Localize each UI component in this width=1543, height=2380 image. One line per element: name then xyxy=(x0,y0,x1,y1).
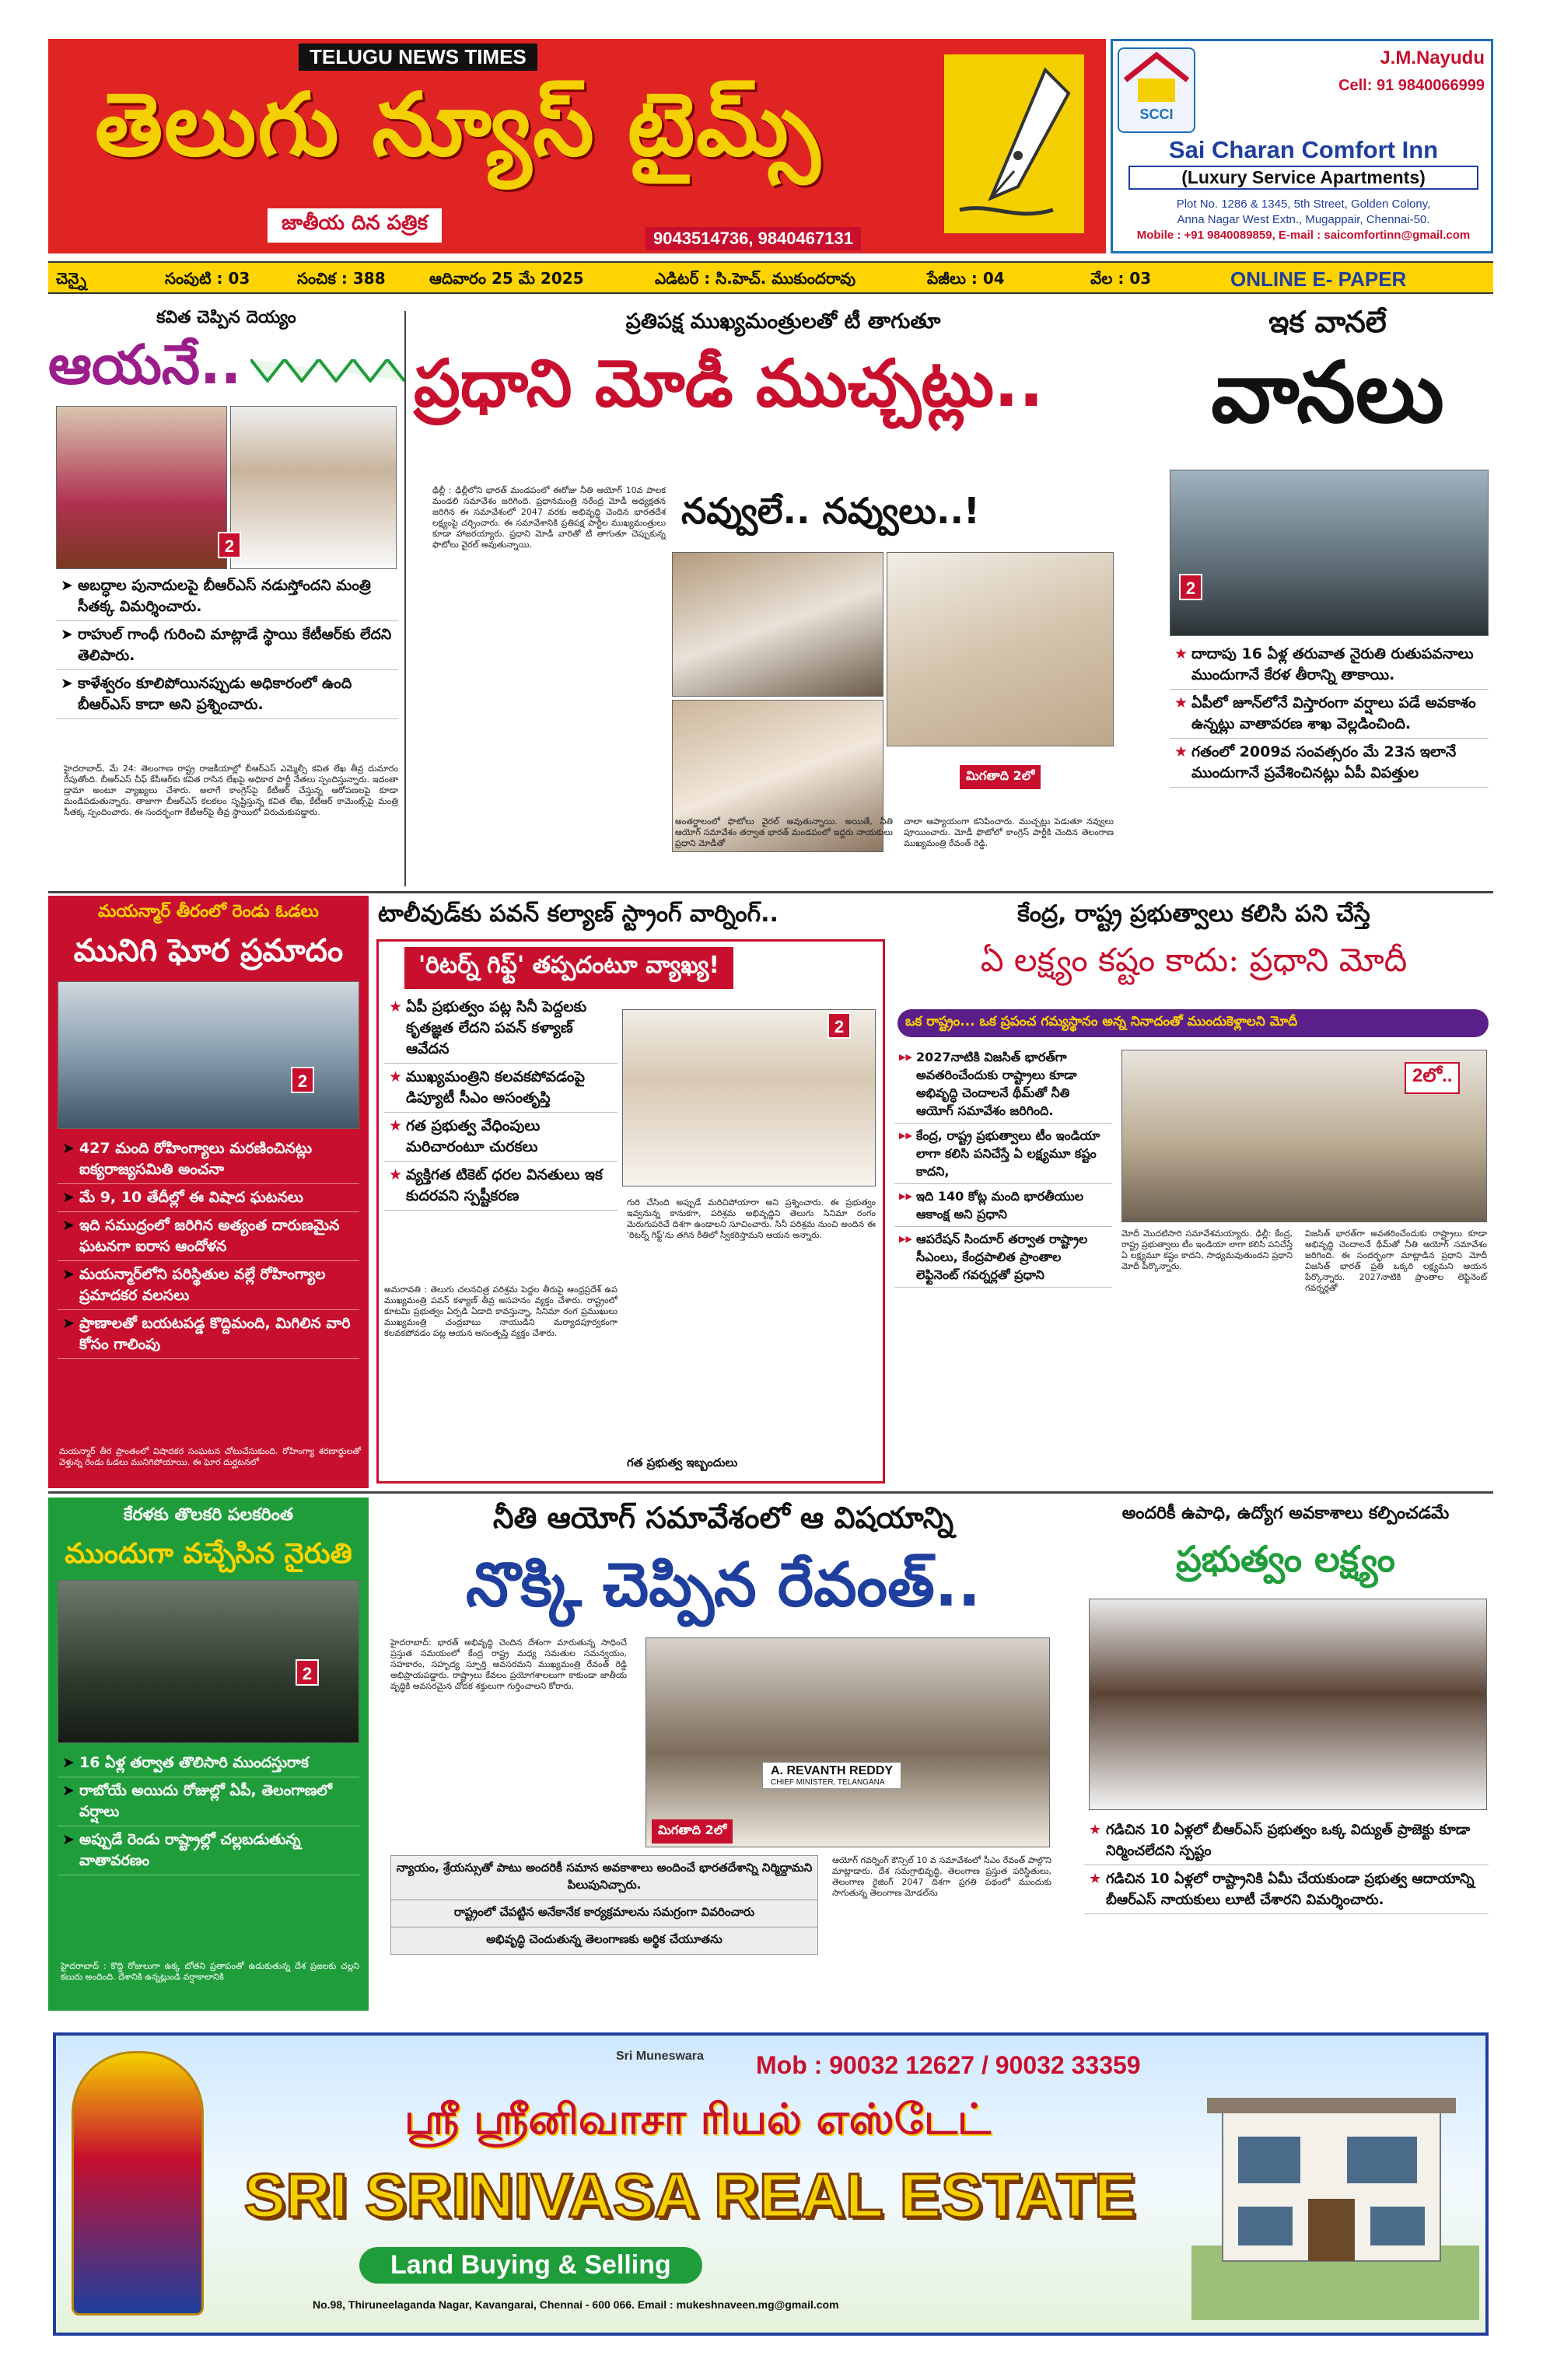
house-image xyxy=(1191,2051,1479,2320)
pages: పేజీలు : 04 xyxy=(927,269,1005,288)
page-ref-badge: 2లో.. xyxy=(1405,1062,1460,1094)
price: వేల : 03 xyxy=(1090,269,1152,288)
headline: ప్రభుత్వం లక్ష్యం xyxy=(1176,1538,1395,1580)
name-english: SRI SRINIVASA REAL ESTATE xyxy=(243,2161,1136,2230)
umbrella-rain-photo xyxy=(1170,470,1489,636)
bullet: ➤ రాబోయే అయిదు రోజుల్లో ఏపీ, తెలంగాణలో వర్షాలు xyxy=(58,1777,359,1826)
story-monsoon xyxy=(48,1498,369,2011)
story-niti-modi xyxy=(894,896,1493,1488)
editor: ఎడిటర్ : సి.హెచ్. ముకుందరావు xyxy=(655,269,856,288)
bullet: ➤ 16 ఏళ్ల తర్వాత తొలిసారి ముందస్తురాక xyxy=(58,1749,359,1777)
online-edition: ONLINE E- PAPER xyxy=(1230,267,1407,291)
bunting-decoration xyxy=(250,359,404,383)
bottom-ad-real-estate xyxy=(53,2032,1489,2336)
service-pill: Land Buying & Selling xyxy=(359,2247,702,2284)
quote: అభివృద్ధి చెందుతున్న తెలంగాణకు అర్థిక చేయూతను xyxy=(486,1932,723,1946)
bullets xyxy=(1084,1816,1489,1914)
shipwreck-photo xyxy=(58,981,359,1129)
nameplate-name: A. REVANTH REDDY xyxy=(771,1764,894,1777)
story-modi-tea xyxy=(409,305,1157,888)
owner-name: J.M.Nayudu xyxy=(1380,47,1485,68)
headline: నొక్కి చెప్పిన రేవంత్.. xyxy=(465,1550,981,1620)
bullet: ➤ అప్పుడే రెండు రాష్ట్రాల్లో చల్లబడుతున్న వాతావరణం xyxy=(58,1826,359,1875)
story-revanth xyxy=(373,1498,1073,2011)
logo xyxy=(1118,47,1195,133)
date: ఆదివారం 25 మే 2025 xyxy=(429,269,584,288)
bullet: ➤ 427 మంది రోహింగ్యాలు మరణించినట్లు ఐక్యరాజ్యసమితి అంచనా xyxy=(58,1135,359,1184)
page-ref-badge: 2 xyxy=(218,532,241,558)
bullet: ★ ఏపీలో జూన్‌లోనే విస్తారంగా వర్షాలు పడే అవకాశం ఉన్నట్లు వాతావరణ శాఖ వెల్లడించింది. xyxy=(1170,690,1489,739)
bullets xyxy=(58,1749,359,1875)
body-text: మయన్మార్ తీర ప్రాంతంలో విషాదకర సంఘటన చోటుచేసుకుంది. రోహింగ్యా శరణార్థులతో వెళ్తున్న రెండు ఓడలు మునిగిపోయాయి. ఈ ఘోర దుర్ఘటనలో xyxy=(59,1446,361,1467)
ktr-photo xyxy=(230,406,397,569)
bullet: ★ దాదాపు 16 ఏళ్ల తరువాత నైరుతి రుతుపవనాలు ముందుగానే కేరళ తీరాన్ని తాకాయి. xyxy=(1170,641,1489,690)
quote: రాష్ట్రంలో చేపట్టిన అనేకానేక కార్యక్రమాలను సమగ్రంగా వివరించారు xyxy=(391,1900,817,1927)
subhead: 'రిటర్న్ గిఫ్ట్' తప్పదంటూ వ్యాఖ్య! xyxy=(404,947,733,989)
nameplate-title: CHIEF MINISTER, TELANGANA xyxy=(771,1778,885,1787)
body-col-2: అంతర్జాలంలో ఫొటోలు వైరల్ అవుతున్నాయి. అయితే, నీతి ఆయోగ్ సమావేశం తర్వాత భారత్ మండపంలో ఇద్దరు నాయకులు ప్రధాని మోడీతో xyxy=(675,816,893,848)
quote: న్యాయం, శ్రేయస్సుతో పాటు అందరికీ సమాన అవకాశాలు అందించే భారతదేశాన్ని నిర్మిద్దామని పిలుపునిచ్చారు. xyxy=(391,1856,817,1900)
bullets xyxy=(56,572,398,719)
bullet: ★ వ్యక్తిగత టికెట్ ధరల వినతులు ఇక కుదరవని స్పష్టీకరణ xyxy=(384,1162,618,1211)
house-icon xyxy=(1191,2051,1479,2320)
page-ref-badge: 2 xyxy=(296,1659,319,1686)
nameplate xyxy=(762,1762,901,1789)
pen-nib-icon xyxy=(944,54,1084,233)
house-icon xyxy=(1119,49,1194,103)
info-bar xyxy=(48,261,1493,294)
bullet: ▶▶ 2027నాటికి విజసిత్ భారత్‌గా అవతరించేందుకు రాష్ట్రాలు కూడా అభివృద్ధి చెందాలనే థీమ్‌తో నీతి ఆయోగ్ సమావేశం జరిగింది. xyxy=(894,1045,1112,1124)
headline: వానలు xyxy=(1211,344,1444,442)
subsection-footer: గత ప్రభుత్వ ఇబ్బందులు xyxy=(627,1456,738,1470)
body-col-2: గురి చేసింది అప్పుడే మరిచిపోయారా అని ప్రశ్నించారు. ఈ ప్రభుత్వం ఇవ్వనున్న కానుకగా, పరిశ్రమ అభివృద్ధిని తెలుగు సినిమా రంగం మెరుగుపరిచే దిశగా ఉండాలని సూచించారు. సినీ పరిశ్రమ నుంచి అందిన ఈ 'రిటర్న్ గిఫ్ట్'ను తగిన రీతిలో స్వీకరిస్తామని ఆయన అన్నారు. xyxy=(627,1197,876,1240)
bullet: ★ గడిచిన 10 ఏళ్లలో రాష్ట్రానికి ఏమీ చేయకుండా ప్రభుత్వ ఆదాయాన్ని బీఆర్ఎస్ నాయకులు లూటీ చేశారని విమర్శించారు. xyxy=(1084,1865,1489,1914)
headline: ఏ లక్ష్యం కష్టం కాదు: ప్రధాని మోదీ xyxy=(980,941,1408,979)
brand-telugu: తెలుగు న్యూస్ టైమ్స్ xyxy=(95,75,822,176)
bullet: ➤ కాళేశ్వరం కూలిపోయినప్పుడు అధికారంలో ఉంది బీఆర్ఎస్ కాదా అని ప్రశ్నించారు. xyxy=(56,670,398,719)
banner: కేరళకు తొలకరి పలకరింత xyxy=(123,1505,293,1525)
body-col-2: ఆయోగ్ గవర్నింగ్ కౌన్సిల్ 10 వ సమావేశంలో సీఎం రేవంత్ పాల్గొని మాట్లాడారు. దేశ సమగ్రాభివృద్ధి, తెలంగాణ ప్రస్తుత పరిస్థితులు, తెలంగాణ రైజింగ్ 2047 దిశగా ప్రగతి పథంలో ముందుకు సాగుతున్న తెలంగాణ మోడల్‌ను xyxy=(832,1855,1051,1898)
modi-tea-photo xyxy=(887,552,1114,746)
ad-address xyxy=(1121,197,1486,243)
deity-image xyxy=(72,2051,204,2315)
bullets xyxy=(58,1135,359,1359)
body-text: హైదరాబాద్ : కొద్ది రోజులుగా ఉక్క బోతని ప్రతాపంతో ఉడుకుతున్న దేశ ప్రజలకు చల్లని కబురు అందింది. దేశానికి ఉన్నట్లుండి వర్షాకాలానికి xyxy=(61,1961,359,1982)
bullet: ★ గడిచిన 10 ఏళ్లలో బీఆర్ఎస్ ప్రభుత్వం ఒక్క విద్యుత్ ప్రాజెక్టు కూడా నిర్మించలేదని స్పష్టం xyxy=(1084,1816,1489,1865)
bullet: ★ గతంలో 2009వ సంవత్సరం మే 23న ఇలానే ముందుగానే ప్రవేశించినట్లు ఏపీ విపత్తుల xyxy=(1170,739,1489,788)
page-ref-badge: 2 xyxy=(291,1067,314,1093)
bullet: ★ గత ప్రభుత్వ వేధింపులు మరిచారంటూ చురకలు xyxy=(384,1113,618,1162)
tagline: జాతీయ దిన పత్రిక xyxy=(268,208,442,243)
bullet: ➤ మే 9, 10 తేదీల్లో ఈ విషాద ఘటనలు xyxy=(58,1184,359,1212)
bullet: ➤ రాహుల్ గాంధీ గురించి మాట్లాడే స్థాయి కేటీఆర్‌కు లేదని తెలిపారు. xyxy=(56,621,398,670)
kicker: కేంద్ర, రాష్ట్ర ప్రభుత్వాలు కలిసి పని చేస్తే xyxy=(1017,900,1370,928)
address: No.98, Thiruneelaganda Nagar, Kavangarai, Chennai - 600 066. Email : mukeshnaveen.mg@gmail.com xyxy=(313,2298,839,2311)
banner: మయన్మార్ తీరంలో రెండు ఓడలు xyxy=(98,902,319,921)
ad-contact: Mobile : +91 9840089859, E-mail : saicomfortinn@gmail.com xyxy=(1136,229,1471,242)
continued-label: మిగతాది 2లో xyxy=(960,765,1041,789)
bullets xyxy=(1170,641,1489,788)
headline: టాలీవుడ్‌కు పవన్ కల్యాణ్ స్ట్రాంగ్ వార్నింగ్.. xyxy=(378,900,778,928)
body-text: హైదరాబాద్, మే 24: తెలంగాణ రాష్ట్ర రాజకీయాల్లో బీఆర్ఎస్ ఎమ్మెల్సీ కవిత లేఖ తీవ్ర దుమారం రేపుతోంది. బీఆర్ఎస్ చీఫ్ కేసీఆర్‌కు కవిత రాసిన లేఖపై అధికార పార్టీ నేతలు స్పందిస్తున్నారు. ఇదంతా డ్రామా అంటూ వ్యాఖ్యలు చేశారు. అలాగే కాంగ్రెస్‌పై కేటీఆర్ చేస్తున్న ఆరోపణలపై కూడా మండిపడుతున్నారు. తాజాగా బీఆర్ఎస్ కలకలం సృష్టిస్తున్న కవిత లేఖ, కేటీఆర్ కామెంట్స్‌పై మంత్రి సీతక్క స్పందించారు. ఈ సందర్భంగా కేటీఆర్‌పై తీవ్ర స్థాయిలో విరుచుకుపడ్డారు. xyxy=(64,764,398,817)
body-col-1: హైదరాబాద్: భారత్ అభివృద్ధి చెందిన దేశంగా మారుతున్న సాధించే ప్రస్తుత సమయంలో కేంద్ర రాష్ట్ర మధ్య సమతుల సమన్వయం, సహకారం, సహృద్య స్ఫూర్తి అవసరమని ముఖ్యమంత్రి రేవంత్ రెడ్డి అభిప్రాయపడ్డారు. రాష్ట్రాలు కేవలం ప్రయోగశాలలుగా కాకుండా జాతీయ వృద్ధికి అవసరమైన చోదక శక్తులుగా గుర్తించాలని కోరారు. xyxy=(390,1637,627,1691)
kicker: నీతి ఆయోగ్ సమావేశంలో ఆ విషయాన్ని xyxy=(492,1501,954,1535)
kicker: అందరికీ ఉపాధి, ఉద్యోగ అవకాశాలు కల్పించడమే xyxy=(1121,1504,1450,1523)
kavitha-photo xyxy=(56,406,227,569)
mobile: Mob : 90032 12627 / 90032 33359 xyxy=(756,2051,1141,2079)
revanth-photo xyxy=(646,1637,1050,1847)
bullet: ▶▶ ఆపరేషన్ సిందూర్ తర్వాత రాష్ట్రాల సీఎంలు, కేంద్రపాలిత ప్రాంతాల లెఫ్టినెంట్ గవర్నర్లతో ప్రధాని xyxy=(894,1227,1112,1288)
small-caption: Sri Muneswara xyxy=(616,2050,704,2063)
phone-numbers: 9043514736, 9840467131 xyxy=(646,227,861,250)
body-col-1: అమరావతి : తెలుగు చలనచిత్ర పరిశ్రమ పెద్దల తీరుపై ఆంధ్రప్రదేశ్ ఉప ముఖ్యమంత్రి పవన్ కళ్యాణ్ తీవ్ర అసహనం వ్యక్తం చేశారు. రాష్ట్రంలో కూటమి ప్రభుత్వం ఏర్పడి ఏడాది కావస్తున్నా, సినిమా రంగ ప్రముఖులు ముఖ్యమంత్రి చంద్రబాబు నాయుడిని మర్యాదపూర్వకంగా కలవకపోవడం పట్ల ఆయన అసంతృప్తి వ్యక్తం చేశారు. xyxy=(384,1284,618,1338)
bullet: ➤ అబద్ధాల పునాదులపై బీఆర్ఎస్ నడుస్తోందని మంత్రి సీతక్క విమర్శించారు. xyxy=(56,572,398,621)
ad-title: Sai Charan Comfort Inn xyxy=(1168,136,1439,163)
kicker: ఇక వానలే xyxy=(1268,305,1387,339)
section-divider xyxy=(48,1491,1493,1494)
body-col-2: విజసిత్ భారత్‌గా అవతరించేందుకు రాష్ట్రాలు కూడా అభివృద్ధి చెందాలనే థీమ్‌తో నీతి ఆయోగ్ సమావేశం జరిగింది. ఈ సందర్భంగా మాట్లాడిన ప్రధాని మోదీ విజసిత్ భారత్ ప్రతి ఒక్కరి లక్ష్యమని ఆయన పేర్కొన్నారు. 2027నాటికి ప్రాంతాల లెఫ్టినెంట్ గవర్నర్లతో xyxy=(1305,1228,1487,1293)
bullet: ➤ ప్రాణాలతో బయటపడ్డ కొద్దిమంది, మిగిలిన వారి కోసం గాలింపు xyxy=(58,1310,359,1359)
headline: ప్రధాని మోడీ ముచ్చట్లు.. xyxy=(414,345,1044,421)
bullet: ➤ ఇది సముద్రంలో జరిగిన అత్యంత దారుణమైన ఘటనగా ఐరాస ఆందోళన xyxy=(58,1212,359,1261)
brand-english: TELUGU NEWS TIMES xyxy=(299,44,537,71)
body-col-1: ఢిల్లీ : ఢిల్లీలోని భారత్ మండపంలో ఈరోజు నీతి ఆయోగ్ 10వ పాలక మండలి సమావేశం జరిగింది. ప్రధానమంత్రి నరేంద్ర మోడీ అధ్యక్షతన జరిగిన ఈ సమావేశంలో 2047 వరకు అభివృద్ధి చెందిన భారతదేశ లక్ష్యంపై చర్చించారు. ఈ సమావేశానికి ప్రతిపక్ష పార్టీల ముఖ్యమంత్రులు కూడా హాజరయ్యారు. ప్రధాని మోడీ వారితో టీ తాగుతూ చెప్పుకున్న ఫొటోలు వైరల్ అవుతున్నాయి. xyxy=(432,485,666,550)
bullet: ★ ముఖ్యమంత్రిని కలవకపోవడంపై డిప్యూటీ సీఎం అసంతృప్తి xyxy=(384,1064,618,1113)
ad-subtitle: (Luxury Service Apartments) xyxy=(1128,166,1478,190)
story-kavitha xyxy=(48,305,404,888)
bullet: ➤ మయన్మార్‌లోని పరిస్థితుల వల్లే రోహింగ్యాల ప్రమాదకర వలసలు xyxy=(58,1261,359,1310)
name-tamil: ஸ்ரீ ஸ்ரீனிவாசா ரியல் எஸ்டேட் xyxy=(404,2095,991,2144)
ad-address-line-1: Plot No. 1286 & 1345, 5th Street, Golden Colony, xyxy=(1176,197,1431,211)
city: చెన్నై xyxy=(56,269,86,288)
issue: సంచిక : 388 xyxy=(297,269,386,288)
modi-handshake-photo xyxy=(672,552,883,697)
story-pawan xyxy=(373,896,890,1488)
section-divider xyxy=(48,891,1493,893)
bullets xyxy=(894,1045,1112,1288)
bhatti-photo xyxy=(1089,1599,1487,1810)
headline: ముందుగా వచ్చేసిన నైరుతి xyxy=(65,1538,352,1570)
page-ref-badge: 2 xyxy=(1179,574,1202,600)
subhead: నవ్వులే.. నవ్వులు..! xyxy=(681,490,980,532)
body-col-1: మోదీ మొదటిసారి సమావేశమయ్యారు. ఢిల్లీ: కేంద్ర, రాష్ట్ర ప్రభుత్వాలు టీం ఇండియా లాగా కలిసి పనిచేస్తే ఏ లక్ష్యమూ కష్టం కాదని, సాధ్యమవుతుందని ప్రధాని మోదీ పేర్కొన్నారు. xyxy=(1121,1228,1293,1271)
body-col-3: చాలా ఆప్యాయంగా కనిపించారు. ముచ్చట్లు పెడుతూ నవ్వులు పూయించారు. మోడీ ఫొటోలో కాంగ్రెస్ పార్టీకి చెందిన తెలంగాణ ముఖ్యమంత్రి రేవంత్ రెడ్డి. xyxy=(904,816,1114,848)
kicker: ప్రతిపక్ష ముఖ్యమంత్రులతో టీ తాగుతూ xyxy=(625,309,941,334)
bullet: ★ ఏపీ ప్రభుత్వం పట్ల సినీ పెద్దలకు కృతజ్ఞత లేదని పవన్ కళ్యాణ్ ఆవేదన xyxy=(384,994,618,1064)
owner-cell: Cell: 91 9840066999 xyxy=(1338,77,1485,94)
masthead xyxy=(48,39,1106,253)
bullet: ▶▶ ఇది 140 కోట్ల మంది భారతీయుల ఆకాంక్ష అని ప్రధాని xyxy=(894,1184,1112,1227)
bullet: ▶▶ కేంద్ర, రాష్ట్ర ప్రభుత్వాలు టీం ఇండియా లాగా కలిసి పనిచేస్తే ఏ లక్ష్యమూ కష్టం కాదని, xyxy=(894,1124,1112,1184)
story-rain xyxy=(1162,305,1493,888)
top-ad-sai-charan xyxy=(1111,39,1493,253)
page-ref-badge: 2 xyxy=(827,1012,851,1039)
quote-box xyxy=(390,1855,818,1955)
headline: ఆయనే.. xyxy=(48,333,242,397)
story-myanmar xyxy=(48,896,369,1488)
headline: మునిగి ఘోర ప్రమాదం xyxy=(73,933,344,969)
logo-text: SCCI xyxy=(1139,107,1174,122)
volume: సంపుటి : 03 xyxy=(165,269,250,288)
ad-address-line-2: Anna Nagar West Extn., Mugappair, Chennai-50. xyxy=(1177,213,1430,226)
bullets xyxy=(384,994,618,1211)
purple-strap: ఒక రాష్ట్రం... ఒక ప్రపంచ గమ్యస్థానం అన్న నినాదంతో ముందుకెళ్లాలని మోదీ xyxy=(897,1009,1489,1037)
continued-label: మిగతాది 2లో xyxy=(652,1819,733,1844)
story-bhatti xyxy=(1078,1498,1493,2011)
column-divider xyxy=(404,311,406,886)
kicker: కవిత చెప్పిన దెయ్యం xyxy=(156,308,296,327)
